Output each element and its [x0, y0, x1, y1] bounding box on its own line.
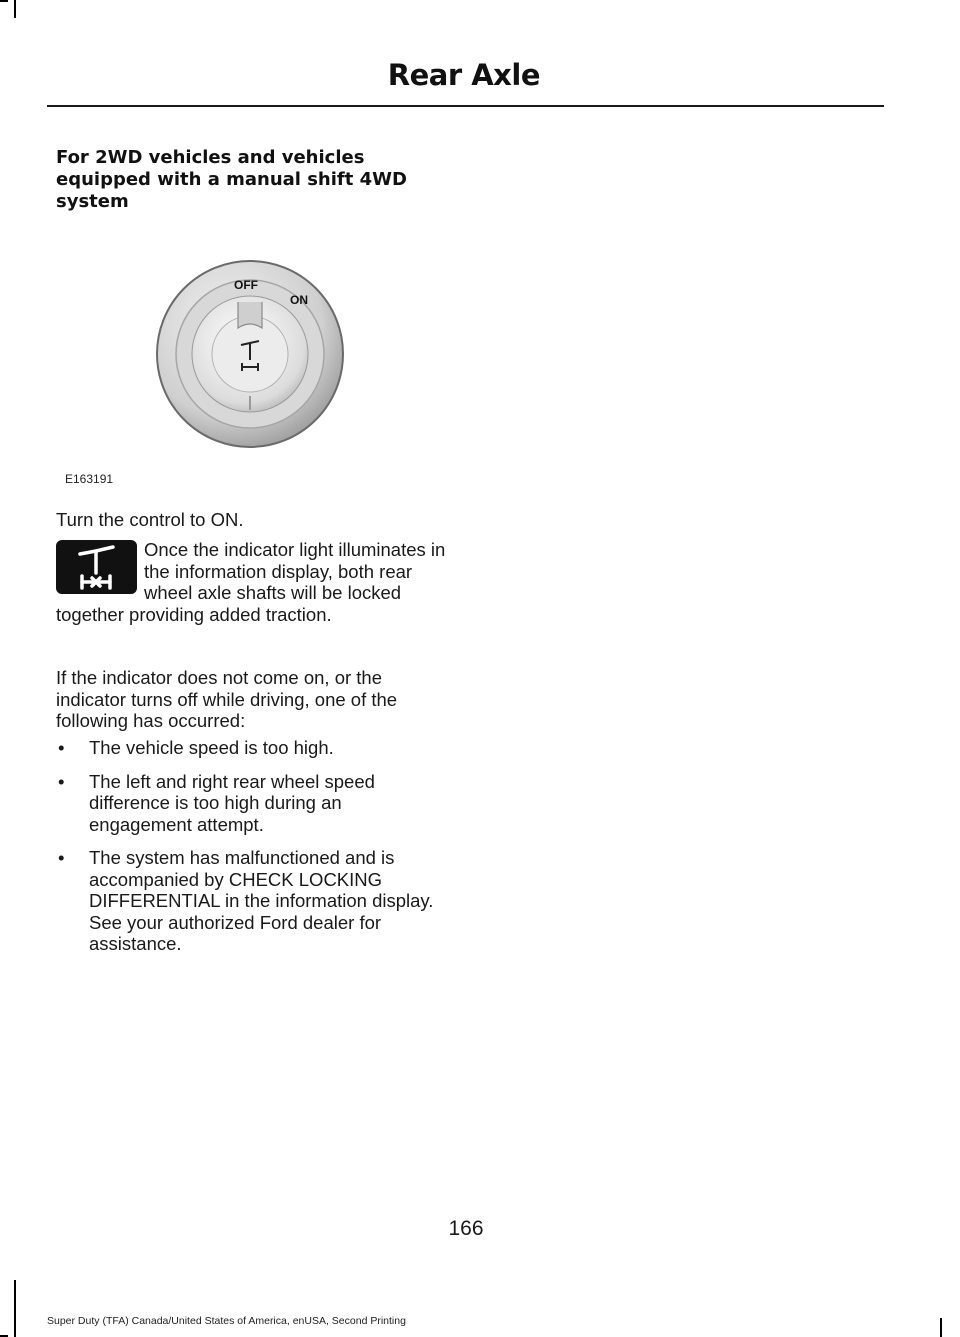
page-title: Rear Axle	[387, 58, 540, 92]
condition-list	[56, 737, 448, 967]
paragraph-3: If the indicator does not come on, or the indicator turns off while driving, one of the following has occurred:	[56, 667, 398, 731]
list-item-text: The system has malfunctioned and is accompanied by CHECK LOCKING DIFFERENTIAL in the information display. See your authorized Ford dealer for assistance.	[89, 847, 434, 954]
paragraph-2	[56, 539, 448, 625]
off-label: OFF	[234, 278, 258, 292]
list-item-text: The left and right rear wheel speed difference is too high during an engagement attempt.	[89, 770, 375, 835]
bullet: •	[58, 847, 65, 868]
title-divider	[47, 105, 884, 107]
crop-mark	[0, 0, 8, 2]
paragraph-2-text: Once the indicator light illuminates in the information display, both rear wheel axle shafts will be locked together providing added traction.	[56, 539, 446, 625]
section-heading: For 2WD vehicles and vehicles equipped with a manual shift 4WD system	[56, 147, 407, 212]
list-item	[56, 737, 448, 759]
bullet: •	[58, 770, 65, 792]
bullet: •	[58, 737, 65, 758]
footer-text: Super Duty (TFA) Canada/United States of America, enUSA, Second Printing	[47, 1315, 406, 1327]
crop-mark	[14, 0, 16, 18]
page-number: 166	[448, 1217, 484, 1240]
list-item	[56, 771, 448, 836]
axle-lock-control-figure	[150, 250, 350, 450]
paragraph-1: Turn the control to ON.	[56, 509, 244, 530]
crop-mark	[940, 1318, 942, 1337]
crop-mark	[14, 1280, 16, 1337]
on-label: ON	[290, 293, 308, 307]
figure-id: E163191	[65, 472, 114, 486]
list-item	[56, 847, 448, 955]
list-item-text: The vehicle speed is too high.	[89, 737, 334, 758]
